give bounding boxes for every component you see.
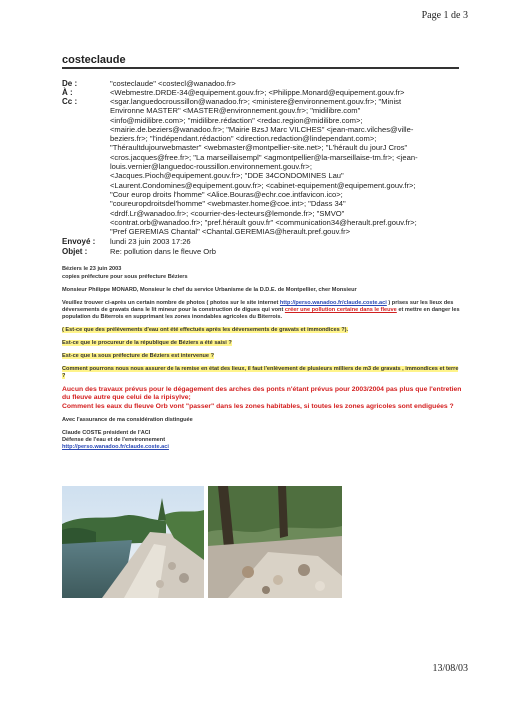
paragraph-photos [62,300,462,321]
message-body [62,266,462,451]
question-restoration: Comment pourrons nous nous assurer de la remise en état des lieux, il faut l'enlèvement de plusieurs milliers de m3 de gravats , immondices et terre ? [62,366,459,379]
cc-line: beziers.fr>; "l'indépendant.rédaction" <direction.redaction@lindependant.com>; [110,134,377,144]
copies-line: copies préfecture pour sous préfecture Béziers [62,274,188,280]
closing: Avec l'assurance de ma considération distinguée [62,417,193,424]
subject-value: Re: pollution dans le fleuve Orb [110,247,216,256]
sent-value: lundi 23 juin 2003 17:26 [110,237,191,246]
website-link[interactable]: http://perso.wanadoo.fr/claude.coste.aci [279,300,387,306]
para1-text-b: ) prises sur les lieux des déversements de gravats dans le lit mineur pour la construction de digues qui vont [62,300,454,313]
cc-line: <mairie.de.beziers@wanadoo.fr>; "Mairie BzsJ Marc VILCHES" <jean-marc.vilches@ville- [110,124,414,134]
cc-line: <Laurent.Condomines@equipement.gouv.fr>; <cabinet-equipement@equipement.gouv.fr>; [110,180,416,190]
to-label: À : [62,88,73,97]
red-statement-works: Aucun des travaux prévus pour le dégagement des arches des ponts n'étant prévus pour 2003/2004 pas plus que l'entretien du fleuve autre que celui de la ripisylve; [62,386,462,402]
footer-date: 13/08/03 [432,663,468,674]
signature-link[interactable]: http://perso.wanadoo.fr/claude.coste.aci [62,444,169,451]
header-divider [62,67,459,69]
from-value: "costeclaude" <costecl@wanadoo.fr> [110,79,236,88]
para1-text-c: et mettre en danger les population du Biterrois en supprimant les zones inondables agricoles du Biterrois. [62,307,460,320]
cc-line: <drdf.Lr@wanadoo.fr>; <courrier-des-lecteurs@lemonde.fr>; "SMVO" [110,208,345,218]
cc-line: "Théraultdujourwebmaster" <webmaster@montpellier-site.net>; "L'hérault du jourJ Cros" [110,143,408,153]
from-label: De : [62,79,78,88]
signature-name: Claude COSTE président de l'ACI [62,430,151,437]
date-line: Béziers le 23 juin 2003 [62,266,122,272]
to-value: <Webmestre.DRDE-34@equipement.gouv.fr>; <Philippe.Monard@equipement.gouv.fr> [110,88,405,97]
photo-gravel-dump [208,486,342,598]
question-samples: ( Est-ce que des prélèvements d'eau ont été effectués après les déversements de gravats et immondices ?). [62,327,349,333]
cc-line: "Pref GEREMIAS Chantal" <Chantal.GEREMIAS@herault.pref.gouv.fr> [110,227,351,237]
page-number: Page 1 de 3 [421,10,468,21]
cc-line: "coureuropdroitsdel'homme" <webmaster.home@coe.int>; "Ddass 34" [110,199,346,209]
cc-line: Environne MASTER" <MASTER@environnement.gouv.fr>; "midilibre.com" [110,106,361,116]
cc-line: <info@midilibre.com>; "midilibre.rédaction" <redac.region@midilibre.com>; [110,115,363,125]
salutation: Monsieur Philippe MONARD, Monsieur le chef du service Urbanisme de la D.D.E. de Montpellier, cher Monsieur [62,287,357,293]
sent-label: Envoyé : [62,237,96,246]
question-prosecutor: Est-ce que le procureur de la république de Béziers a été saisi ? [62,340,232,346]
red-statement-waters: Comment les eaux du fleuve Orb vont "passer" dans les zones habitables, si toutes les zones agricoles sont endiguées ? [62,402,454,410]
cc-line: louis.vernier@languedoc-roussillon.environnement.gouv.fr>; [110,162,312,172]
cc-line: <contrat.orb@wanadoo.fr>; "pref.hérault gouv.fr" <communication34@herault.pref.gouv.fr>; [110,217,417,227]
signature-org: Défense de l'eau et de l'environnement [62,437,166,444]
cc-line: <cros.jacques@free.fr>; "La marseillaisempl" <agmontpellier@la-marseillaise-tm.fr>; <jean- [110,152,418,162]
cc-line: <Jacques.Pioch@equipement.gouv.fr>; "DDE 34CONDOMINES Lau" [110,171,344,181]
subject-label: Objet : [62,247,88,256]
cc-line: "Cour europ droits l'homme" <Alice.Bouras@echr.coe.intfavicon.ico>; [110,189,343,199]
question-subprefecture: Est-ce que la sous préfecture de Béziers est intervenue ? [62,353,215,359]
para1-text-a: Veuillez trouver ci-après un certain nombre de photos ( photos sur le site internet [62,300,280,306]
cc-label: Cc : [62,97,78,106]
photos-row [62,486,342,598]
cc-line: <sgar.languedocroussillon@wanadoo.fr>; <ministere@environnement.gouv.fr>; "Minist [110,97,402,106]
sender-name: costeclaude [62,54,126,66]
pollution-highlight: créer une pollution certaine dans le fleuve [284,307,397,313]
photo-riverbank-gravel [62,486,204,598]
cc-value [110,97,462,236]
